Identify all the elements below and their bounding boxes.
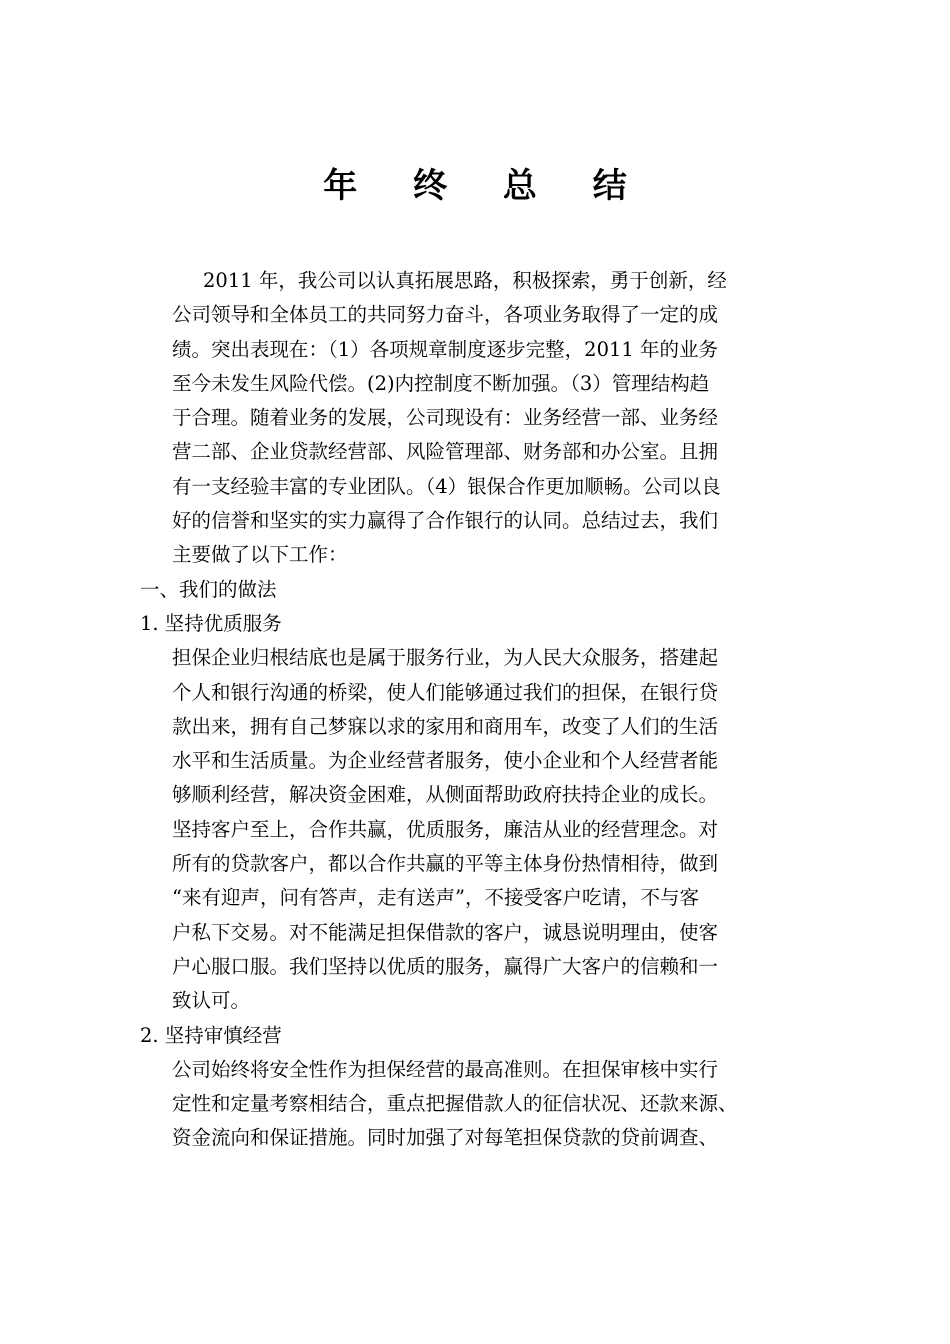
paragraph-line: 定性和定量考察相结合，重点把握借款人的征信状况、还款来源、	[172, 1092, 738, 1116]
paragraph-line: 够顺利经营，解决资金困难，从侧面帮助政府扶持企业的成长。	[172, 783, 719, 807]
paragraph-line: “来有迎声，问有答声，走有送声”，不接受客户吃请，不与客	[172, 886, 699, 910]
paragraph-line: 好的信誉和坚实的实力赢得了合作银行的认同。总结过去，我们	[172, 509, 719, 533]
paragraph-line: 水平和生活质量。为企业经营者服务，使小企业和个人经营者能	[172, 749, 719, 773]
paragraph-line: 绩。突出表现在：（1）各项规章制度逐步完整，2011 年的业务	[172, 337, 718, 361]
section-heading: 一、我们的做法	[140, 577, 277, 601]
paragraph-line: 户心服口服。我们坚持以优质的服务，赢得广大客户的信赖和一	[172, 954, 719, 978]
item-heading: 2. 坚持审慎经营	[140, 1023, 282, 1047]
item-heading: 1. 坚持优质服务	[140, 611, 282, 635]
paragraph-line: 公司领导和全体员工的共同努力奋斗，各项业务取得了一定的成	[172, 303, 719, 327]
document-title: 年 终 总 结	[323, 166, 649, 206]
paragraph-line: 坚持客户至上，合作共赢，优质服务，廉洁从业的经营理念。对	[172, 817, 719, 841]
paragraph-line: 资金流向和保证措施。同时加强了对每笔担保贷款的贷前调查、	[172, 1126, 719, 1150]
paragraph-line: 款出来，拥有自己梦寐以求的家用和商用车，改变了人们的生活	[172, 714, 719, 738]
document-body	[140, 264, 820, 1156]
paragraph-line: 致认可。	[172, 989, 251, 1013]
paragraph-line: 主要做了以下工作：	[172, 543, 348, 567]
paragraph-line: 营二部、企业贷款经营部、风险管理部、财务部和办公室。且拥	[172, 440, 719, 464]
paragraph-line: 户私下交易。对不能满足担保借款的客户，诚恳说明理由，使客	[172, 920, 719, 944]
paragraph-line: 2011 年，我公司以认真拓展思路，积极探索，勇于创新，经	[203, 269, 727, 292]
paragraph-line: 有一支经验丰富的专业团队。（4）银保合作更加顺畅。公司以良	[172, 474, 721, 498]
paragraph-line: 担保企业归根结底也是属于服务行业，为人民大众服务，搭建起	[172, 646, 719, 670]
paragraph-line: 公司始终将安全性作为担保经营的最高准则。在担保审核中实行	[172, 1057, 719, 1081]
paragraph-line: 所有的贷款客户，都以合作共赢的平等主体身份热情相待，做到	[172, 852, 719, 876]
paragraph-line: 于合理。随着业务的发展，公司现设有：业务经营一部、业务经	[172, 406, 719, 430]
paragraph-line: 至今未发生风险代偿。(2)内控制度不断加强。（3）管理结构趋	[172, 371, 710, 395]
paragraph-line: 个人和银行沟通的桥梁，使人们能够通过我们的担保，在银行贷	[172, 680, 719, 704]
